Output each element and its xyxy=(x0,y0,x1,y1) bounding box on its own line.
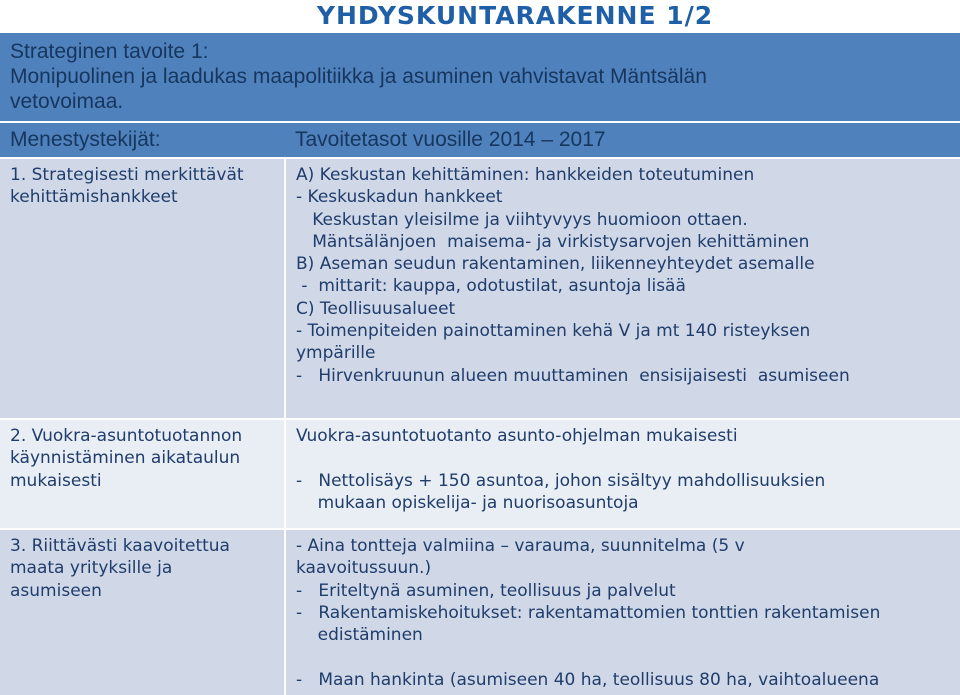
row3-label-cell xyxy=(0,530,284,695)
content-line: - Maan hankinta (asumiseen 40 ha, teollisuus 80 ha, vaihtoalueena xyxy=(296,669,880,690)
content-line: mukaan opiskelija- ja nuorisoasuntoja xyxy=(296,492,639,513)
content-line: Keskustan yleisilme ja viihtyvyys huomioon ottaen. xyxy=(296,209,748,230)
content-line: - Keskuskadun hankkeet xyxy=(296,187,503,208)
row-label-line: maata yrityksille ja xyxy=(10,558,173,579)
content-line xyxy=(296,447,950,469)
row-label-line: 2. Vuokra-asuntotuotannon xyxy=(10,426,243,446)
goal-line: Strateginen tavoite 1: xyxy=(10,40,209,63)
row-label-line: asumiseen xyxy=(10,580,102,601)
content-line: edistäminen xyxy=(296,625,423,646)
content-line: kaavoitussuun.) xyxy=(296,558,432,579)
content-line: ympärille xyxy=(296,343,376,364)
content-line: - Nettolisäys + 150 asuntoa, johon sisältyy mahdollisuuksien xyxy=(296,470,826,491)
content-line: Mäntsälänjoen maisema- ja virkistysarvojen kehittäminen xyxy=(296,231,810,252)
content-line: - Aina tontteja valmiina – varauma, suunnitelma (5 v xyxy=(296,536,745,556)
content-line: A) Keskustan kehittäminen: hankkeiden toteutuminen xyxy=(296,165,755,185)
content-line xyxy=(296,646,950,668)
strategic-goal-banner xyxy=(0,33,960,121)
content-line: C) Teollisuusalueet xyxy=(296,298,456,319)
goal-line: Monipuolinen ja laadukas maapolitiikka ja asuminen vahvistavat Mäntsälän xyxy=(10,65,707,88)
header-target-levels: Tavoitetasot vuosille 2014 – 2017 xyxy=(295,128,606,151)
content-line: - Rakentamiskehoitukset: rakentamattomien tonttien rakentamisen xyxy=(296,602,881,623)
page-title: YHDYSKUNTARAKENNE 1/2 xyxy=(316,1,714,30)
row-label-line: mukaisesti xyxy=(10,470,102,491)
row-label-line: kehittämishankkeet xyxy=(10,187,178,208)
content-line: - mittarit: kauppa, odotustilat, asuntoja lisää xyxy=(296,276,686,297)
content-line: - Eriteltynä asuminen, teollisuus ja palvelut xyxy=(296,580,676,601)
row3-content-cell xyxy=(286,530,960,695)
row1-content-cell xyxy=(286,159,960,418)
content-line: - Hirvenkruunun alueen muuttaminen ensisijaisesti asumiseen xyxy=(296,365,850,386)
content-line: Vuokra-asuntotuotanto asunto-ohjelman mukaisesti xyxy=(296,426,738,446)
content-line: - Toimenpiteiden painottaminen kehä V ja mt 140 risteyksen xyxy=(296,321,811,342)
row-label-line: 1. Strategisesti merkittävät xyxy=(10,165,244,185)
table-header xyxy=(0,123,960,157)
goal-line: vetovoimaa. xyxy=(10,90,124,113)
row-label-line: 3. Riittävästi kaavoitettua xyxy=(10,536,230,556)
row2-label-cell xyxy=(0,420,284,528)
content-line: B) Aseman seudun rakentaminen, liikenneyhteydet asemalle xyxy=(296,254,815,275)
row2-content-cell xyxy=(286,420,960,528)
row1-label-cell xyxy=(0,159,284,418)
row-label-line: käynnistäminen aikataulun xyxy=(10,448,241,469)
header-success-factors: Menestystekijät: xyxy=(10,128,161,151)
